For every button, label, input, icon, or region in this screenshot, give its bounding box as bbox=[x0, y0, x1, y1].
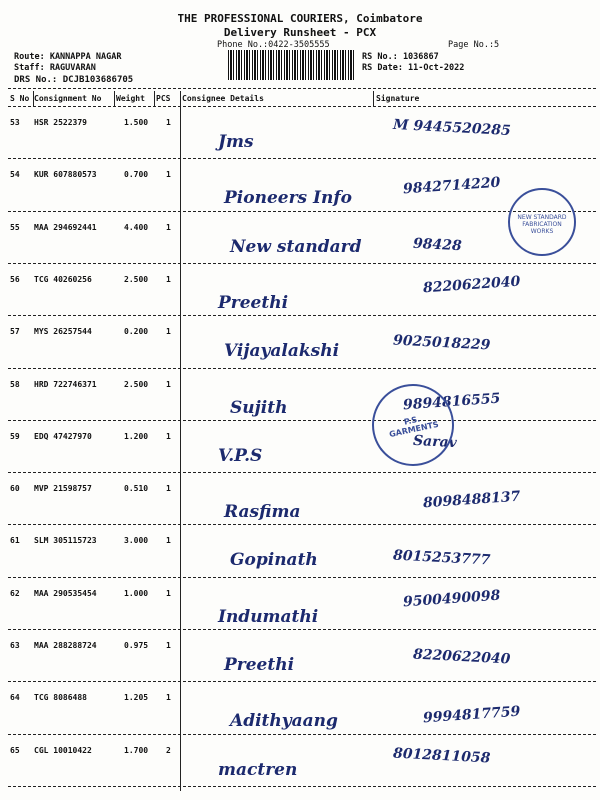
divider bbox=[8, 420, 596, 421]
divider bbox=[8, 368, 596, 369]
consignee-details: Preethi bbox=[218, 292, 289, 313]
divider bbox=[8, 681, 596, 682]
consignee-details: Sujith bbox=[230, 397, 288, 418]
col-signature: Signature bbox=[376, 94, 420, 103]
table-row bbox=[8, 528, 596, 571]
row-pcs: 1 bbox=[166, 693, 171, 703]
consignee-details: Preethi bbox=[224, 655, 295, 675]
table-row bbox=[8, 110, 596, 152]
table-row bbox=[8, 372, 596, 418]
table-row bbox=[8, 685, 596, 732]
row-pcs: 1 bbox=[166, 536, 171, 546]
consignee-details: Pioneers Info bbox=[224, 188, 352, 209]
row-consignment-no: KUR 607880573 bbox=[34, 170, 97, 180]
row-consignment-no: MAA 290535454 bbox=[34, 588, 97, 598]
row-pcs: 1 bbox=[166, 379, 171, 389]
barcode bbox=[228, 50, 354, 80]
divider bbox=[8, 629, 596, 630]
table-row bbox=[8, 633, 596, 675]
divider bbox=[8, 106, 596, 107]
consignee-details: Jms bbox=[218, 132, 254, 152]
row-weight: 1.000 bbox=[124, 588, 149, 598]
row-sno: 53 bbox=[10, 118, 20, 127]
signature: 9025018229 bbox=[392, 332, 491, 354]
page-number: Page No.:5 bbox=[448, 40, 500, 50]
row-consignment-no: HRD 722746371 bbox=[34, 379, 97, 389]
row-pcs: 1 bbox=[166, 588, 171, 598]
table-row bbox=[8, 162, 596, 209]
row-consignment-no: MAA 294692441 bbox=[34, 222, 97, 232]
staff: Staff: RAGUVARAN bbox=[14, 63, 96, 73]
consignee-details: Indumathi bbox=[218, 606, 319, 627]
row-weight: 2.500 bbox=[124, 274, 149, 284]
divider bbox=[8, 211, 596, 212]
col-consignment: Consignment No bbox=[34, 94, 102, 103]
col-sno: S No bbox=[10, 94, 30, 103]
route: Route: KANNAPPA NAGAR bbox=[14, 52, 122, 62]
row-sno: 57 bbox=[10, 327, 20, 337]
consignee-details: mactren bbox=[218, 759, 298, 780]
divider bbox=[8, 472, 596, 473]
table-row bbox=[8, 267, 596, 313]
consignee-details: Gopinath bbox=[230, 550, 318, 571]
row-weight: 0.700 bbox=[124, 170, 149, 180]
column-line bbox=[114, 91, 115, 106]
row-sno: 63 bbox=[10, 641, 20, 650]
consignee-details: Vijayalakshi bbox=[224, 341, 340, 362]
signature: 98428 bbox=[412, 235, 463, 254]
company-stamp bbox=[508, 188, 576, 256]
stamp-text: NEW STANDARD FABRICATION WORKS bbox=[517, 214, 567, 235]
signature: 8220622040 bbox=[422, 273, 521, 297]
row-pcs: 1 bbox=[166, 484, 171, 494]
divider bbox=[8, 786, 596, 787]
table-row bbox=[8, 319, 596, 362]
col-consignee: Consignee Details bbox=[182, 94, 264, 103]
signature: 8012811058 bbox=[392, 745, 491, 767]
column-header bbox=[8, 86, 596, 103]
rs-date: RS Date: 11-Oct-2022 bbox=[362, 63, 465, 73]
row-sno: 65 bbox=[10, 745, 20, 755]
row-consignment-no: SLM 305115723 bbox=[34, 536, 97, 546]
signature: 8098488137 bbox=[422, 488, 521, 512]
row-weight: 1.500 bbox=[124, 118, 149, 127]
consignee-details: V.P.S bbox=[218, 445, 263, 466]
divider bbox=[8, 734, 596, 735]
row-sno: 60 bbox=[10, 484, 20, 494]
row-sno: 56 bbox=[10, 274, 20, 284]
row-consignment-no: EDQ 47427970 bbox=[34, 431, 92, 441]
column-line bbox=[373, 91, 374, 106]
drs-number: DRS No.: DCJB103686705 bbox=[14, 75, 134, 85]
consignee-details: Adithyaang bbox=[230, 711, 338, 732]
row-pcs: 1 bbox=[166, 274, 171, 284]
row-weight: 0.510 bbox=[124, 484, 149, 494]
table-row bbox=[8, 581, 596, 627]
row-weight: 0.975 bbox=[124, 641, 149, 650]
consignee-details: Rasfima bbox=[224, 502, 301, 523]
phone-number: Phone No.:0422-3505555 bbox=[217, 40, 330, 50]
row-weight: 1.700 bbox=[124, 745, 149, 755]
row-consignment-no: MYS 26257544 bbox=[34, 327, 92, 337]
row-pcs: 1 bbox=[166, 327, 171, 337]
row-weight: 0.200 bbox=[124, 327, 149, 337]
divider bbox=[8, 524, 596, 525]
divider bbox=[8, 263, 596, 264]
divider bbox=[8, 158, 596, 159]
stamp-text: P.S. GARMENTS bbox=[388, 414, 440, 440]
row-sno: 61 bbox=[10, 536, 20, 546]
row-consignment-no: MAA 288288724 bbox=[34, 641, 97, 650]
row-sno: 54 bbox=[10, 170, 20, 180]
table-row bbox=[8, 476, 596, 523]
row-sno: 58 bbox=[10, 379, 20, 389]
signature: 9500490098 bbox=[402, 587, 501, 611]
row-weight: 3.000 bbox=[124, 536, 149, 546]
sheet-subtitle: Delivery Runsheet - PCX bbox=[223, 26, 377, 39]
row-pcs: 1 bbox=[166, 222, 171, 232]
divider bbox=[8, 315, 596, 316]
row-pcs: 1 bbox=[166, 431, 171, 441]
row-consignment-no: CGL 10010422 bbox=[34, 745, 92, 755]
row-sno: 62 bbox=[10, 588, 20, 598]
row-sno: 55 bbox=[10, 222, 20, 232]
row-pcs: 2 bbox=[166, 745, 171, 755]
signature: 9842714220 bbox=[402, 174, 501, 198]
row-weight: 1.200 bbox=[124, 431, 149, 441]
row-consignment-no: HSR 2522379 bbox=[34, 118, 87, 127]
rs-number: RS No.: 1036867 bbox=[362, 52, 439, 62]
table-row bbox=[8, 738, 596, 780]
divider bbox=[8, 577, 596, 578]
column-line bbox=[33, 91, 34, 106]
row-pcs: 1 bbox=[166, 118, 171, 127]
row-consignment-no: MVP 21598757 bbox=[34, 484, 92, 494]
row-weight: 4.400 bbox=[124, 222, 149, 232]
signature: Sarav bbox=[412, 432, 458, 451]
consignee-details: New standard bbox=[230, 236, 362, 257]
col-pcs: PCS bbox=[156, 94, 171, 103]
sheet-title: THE PROFESSIONAL COURIERS, Coimbatore bbox=[177, 12, 423, 25]
signature: 9894816555 bbox=[402, 390, 501, 413]
row-weight: 2.500 bbox=[124, 379, 149, 389]
signature: 9994817759 bbox=[422, 703, 521, 727]
row-pcs: 1 bbox=[166, 170, 171, 180]
signature: 8015253777 bbox=[392, 547, 491, 569]
row-sno: 64 bbox=[10, 693, 20, 703]
table-row bbox=[8, 424, 596, 466]
signature: 8220622040 bbox=[412, 646, 511, 668]
row-sno: 59 bbox=[10, 431, 20, 441]
row-consignment-no: TCG 8086488 bbox=[34, 693, 87, 703]
row-pcs: 1 bbox=[166, 641, 171, 650]
col-weight: Weight bbox=[116, 94, 145, 103]
row-weight: 1.205 bbox=[124, 693, 149, 703]
signature: M 9445520285 bbox=[392, 116, 512, 140]
row-consignment-no: TCG 40260256 bbox=[34, 274, 92, 284]
column-line bbox=[154, 91, 155, 106]
